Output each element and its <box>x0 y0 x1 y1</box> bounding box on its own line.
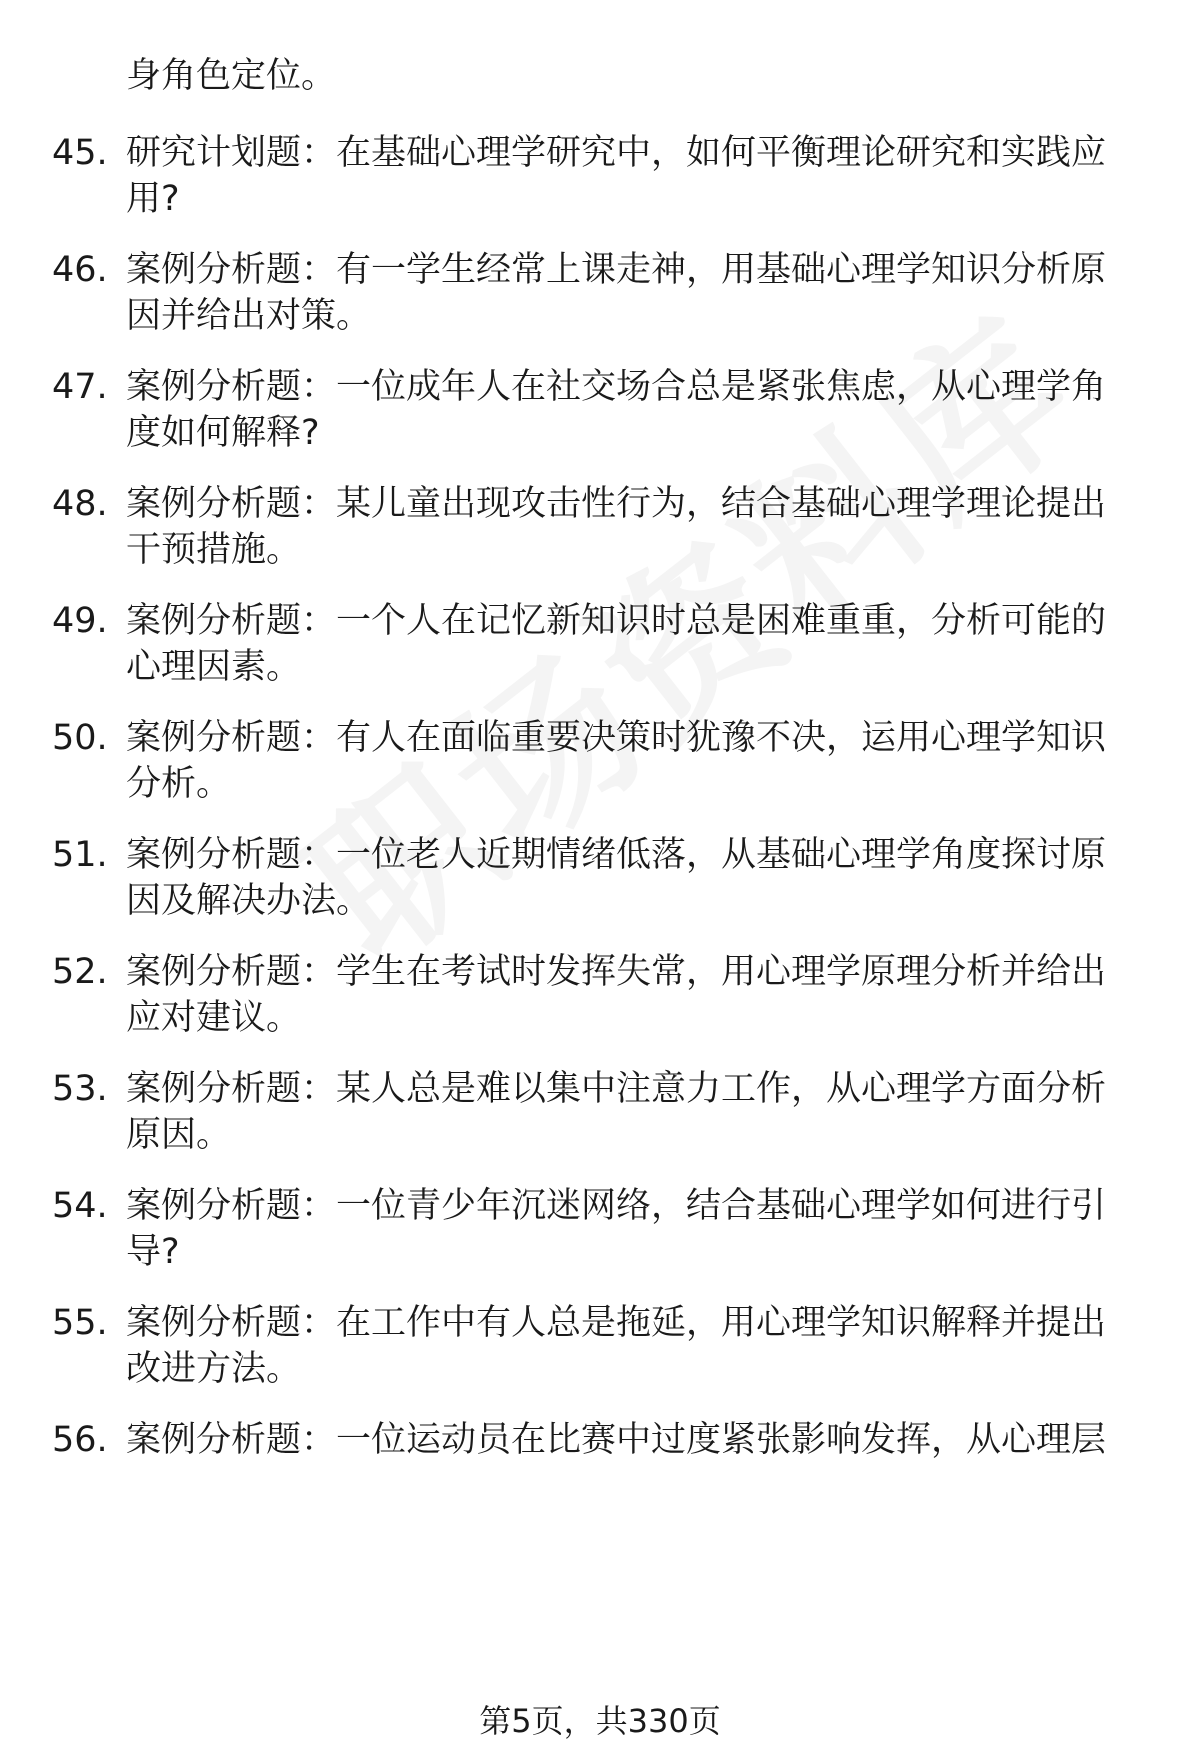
item-number: 49. <box>52 601 108 641</box>
item-text-line: 案例分析题：有人在面临重要决策时犹豫不决，运用心理学知识 <box>126 718 1107 758</box>
item-number: 51. <box>52 835 108 875</box>
item-number: 55. <box>52 1303 108 1343</box>
item-number: 52. <box>52 952 108 992</box>
item-text-line: 案例分析题：有一学生经常上课走神，用基础心理学知识分析原 <box>126 250 1107 290</box>
item-number: 56. <box>52 1420 108 1460</box>
item-text-line: 案例分析题：一位成年人在社交场合总是紧张焦虑，从心理学角 <box>126 367 1107 407</box>
item-text-line: 因及解决办法。 <box>126 881 372 921</box>
item-text-line: 案例分析题：一位青少年沉迷网络，结合基础心理学如何进行引 <box>126 1186 1107 1226</box>
item-text-line: 度如何解释? <box>126 413 320 453</box>
item-text-line: 应对建议。 <box>126 998 302 1038</box>
item-number: 53. <box>52 1069 108 1109</box>
item-text-line: 改进方法。 <box>126 1349 302 1389</box>
item-text-line: 因并给出对策。 <box>126 296 372 336</box>
item-text-line: 案例分析题：学生在考试时发挥失常，用心理学原理分析并给出 <box>126 952 1107 992</box>
item-text-line: 干预措施。 <box>126 530 302 570</box>
item-number: 48. <box>52 484 108 524</box>
item-text-line: 案例分析题：在工作中有人总是拖延，用心理学知识解释并提出 <box>126 1303 1107 1343</box>
item-number: 50. <box>52 718 108 758</box>
item-text-line: 案例分析题：一位老人近期情绪低落，从基础心理学角度探讨原 <box>126 835 1107 875</box>
item-number: 47. <box>52 367 108 407</box>
page-footer: 第5页，共330页 <box>479 1702 721 1740</box>
item-text-line: 原因。 <box>126 1115 232 1155</box>
item-text-line: 导? <box>126 1232 180 1272</box>
item-text-line: 用? <box>126 179 180 219</box>
item-text-line: 分析。 <box>126 764 232 804</box>
item-number: 45. <box>52 133 108 173</box>
item-text-line: 案例分析题：某儿童出现攻击性行为，结合基础心理学理论提出 <box>126 484 1107 524</box>
continued-line: 身角色定位。 <box>126 56 337 96</box>
item-text-line: 案例分析题：一个人在记忆新知识时总是困难重重，分析可能的 <box>126 601 1107 641</box>
item-number: 54. <box>52 1186 108 1226</box>
item-text-line: 案例分析题：一位运动员在比赛中过度紧张影响发挥，从心理层 <box>126 1420 1107 1460</box>
item-number: 46. <box>52 250 108 290</box>
item-text-line: 心理因素。 <box>126 647 302 687</box>
item-text-line: 研究计划题：在基础心理学研究中，如何平衡理论研究和实践应 <box>126 133 1107 173</box>
item-text-line: 案例分析题：某人总是难以集中注意力工作，从心理学方面分析 <box>126 1069 1107 1109</box>
